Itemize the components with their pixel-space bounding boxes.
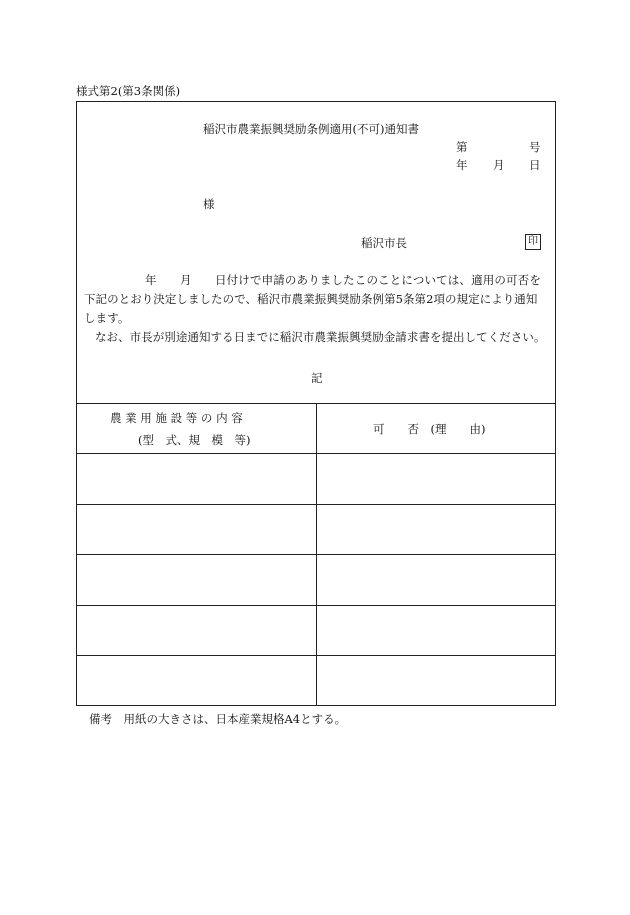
remark-note: 備考 用紙の大きさは、日本産業規格A4とする。	[89, 712, 347, 726]
table-cell-approval[interactable]	[317, 606, 556, 655]
table-header-facility-line1: 農 業 用 施 設 等 の 内 容	[110, 411, 243, 425]
table-cell-facility[interactable]	[77, 606, 316, 655]
table-header-facility-line2: (型 式、規 模 等)	[138, 433, 251, 447]
table-cell-approval[interactable]	[317, 454, 556, 504]
table-cell-approval[interactable]	[317, 505, 556, 554]
date-day: 日	[529, 158, 541, 172]
form-id: 様式第2(第3条関係)	[76, 84, 181, 98]
body-line-2: 下記のとおり決定しましたので、稲沢市農業振興奨励条例第5条第2項の規定により通知	[84, 292, 538, 306]
number-prefix: 第	[456, 140, 468, 154]
body-line-4: なお、市長が別途通知する日までに稲沢市農業振興奨励金請求書を提出してください。	[95, 330, 546, 344]
table-header-approval: 可 否 (理 由)	[373, 422, 486, 436]
document-title: 稲沢市農業振興奨励条例適用(不可)通知書	[203, 122, 419, 136]
table-cell-facility[interactable]	[77, 454, 316, 504]
number-suffix: 号	[529, 140, 541, 154]
table-cell-facility[interactable]	[77, 656, 316, 705]
body-line-1: 日付けで申請のありましたこのことについては、適用の可否を	[215, 273, 541, 287]
addressee-suffix: 様	[203, 197, 215, 211]
ki-heading: 記	[311, 371, 323, 385]
table-cell-facility[interactable]	[77, 555, 316, 605]
table-cell-approval[interactable]	[317, 555, 556, 605]
table-cell-facility[interactable]	[77, 505, 316, 554]
body-line-3: します。	[84, 311, 130, 325]
table-cell-approval[interactable]	[317, 656, 556, 705]
seal-mark: 印	[525, 234, 541, 250]
body-month: 月	[180, 273, 192, 287]
date-month: 月	[493, 158, 505, 172]
date-year: 年	[456, 158, 468, 172]
issuer-name: 稲沢市長	[361, 236, 407, 250]
body-year: 年	[145, 273, 157, 287]
